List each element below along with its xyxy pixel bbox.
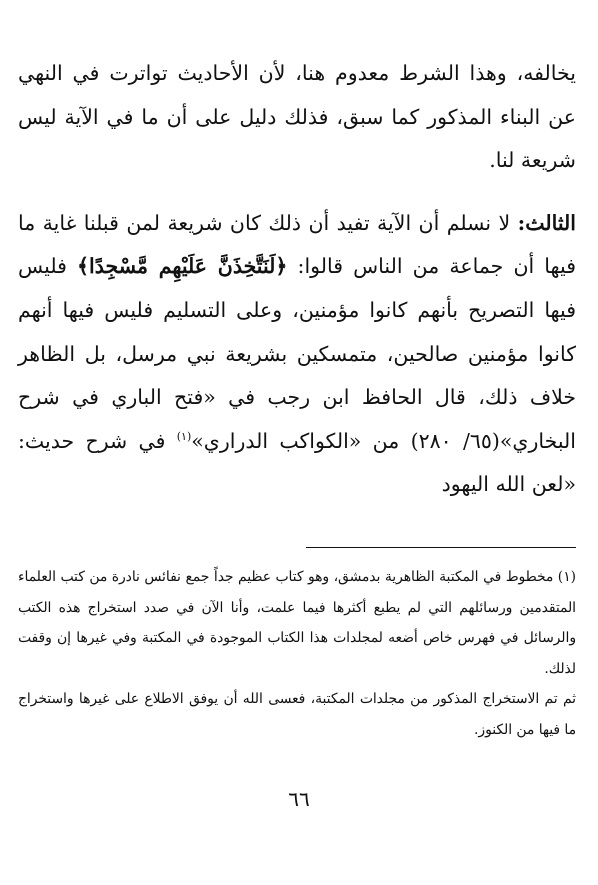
footnote-marker: (١) [176, 429, 192, 443]
footnote-paragraph-1: (١) مخطوط في المكتبة الظاهرية بدمشق، وهو كتاب عظيم جداً جمع نفائس نادرة من كتب العلماء المتقدمين ورسائلهم التي لم يطبع أكثرها فيما علمت، وأنا الآن في صدد استخراج هذه الكتب والرسائل في فهرس خاص أضعه لمجلدات هذا الكتاب الموجودة في المكتبة وفي غيرها إن وقفت لذلك. [18, 569, 576, 677]
footnote-block [18, 562, 576, 745]
paragraph-1: يخالفه، وهذا الشرط معدوم هنا، لأن الأحاديث تواترت في النهي عن البناء المذكور كما سبق، فذلك دليل على أن ما في الآية ليس شريعة لنا. [18, 61, 576, 173]
footnote-separator [306, 547, 576, 548]
paragraph-2-text-c: في شرح حديث: «لعن الله اليهود [18, 428, 576, 497]
footnote-paragraph-2: ثم تم الاستخراج المذكور من مجلدات المكتبة، فعسى الله أن يوفق الاطلاع على غيرها واستخراج ما فيها من الكنوز. [18, 691, 576, 738]
paragraph-2-text-a: لا نسلم أن الآية تفيد أن ذلك كان شريعة لمن قبلنا غاية ما فيها أن جماعة من الناس قالوا: [18, 210, 576, 279]
page-number: ٦٦ [288, 787, 310, 811]
quran-quote: ﴿لَنَتَّخِذَنَّ عَلَيْهِم مَّسْجِدًا﴾ [77, 254, 288, 279]
paragraph-2-text-b: فليس فيها التصريح بأنهم كانوا مؤمنين، وعلى التسليم فليس فيها أنهم كانوا مؤمنين صالحين، متمسكين بشريعة نبي مرسل، بل الظاهر خلاف ذلك، قال الحافظ ابن رجب في «فتح الباري في شرح البخاري»(٦٥/ ٢٨٠) من «الكواكب الدراري» [18, 254, 576, 453]
section-heading-third: الثالث: [517, 210, 576, 235]
main-text-block [18, 52, 576, 507]
paragraph-2 [18, 202, 576, 507]
